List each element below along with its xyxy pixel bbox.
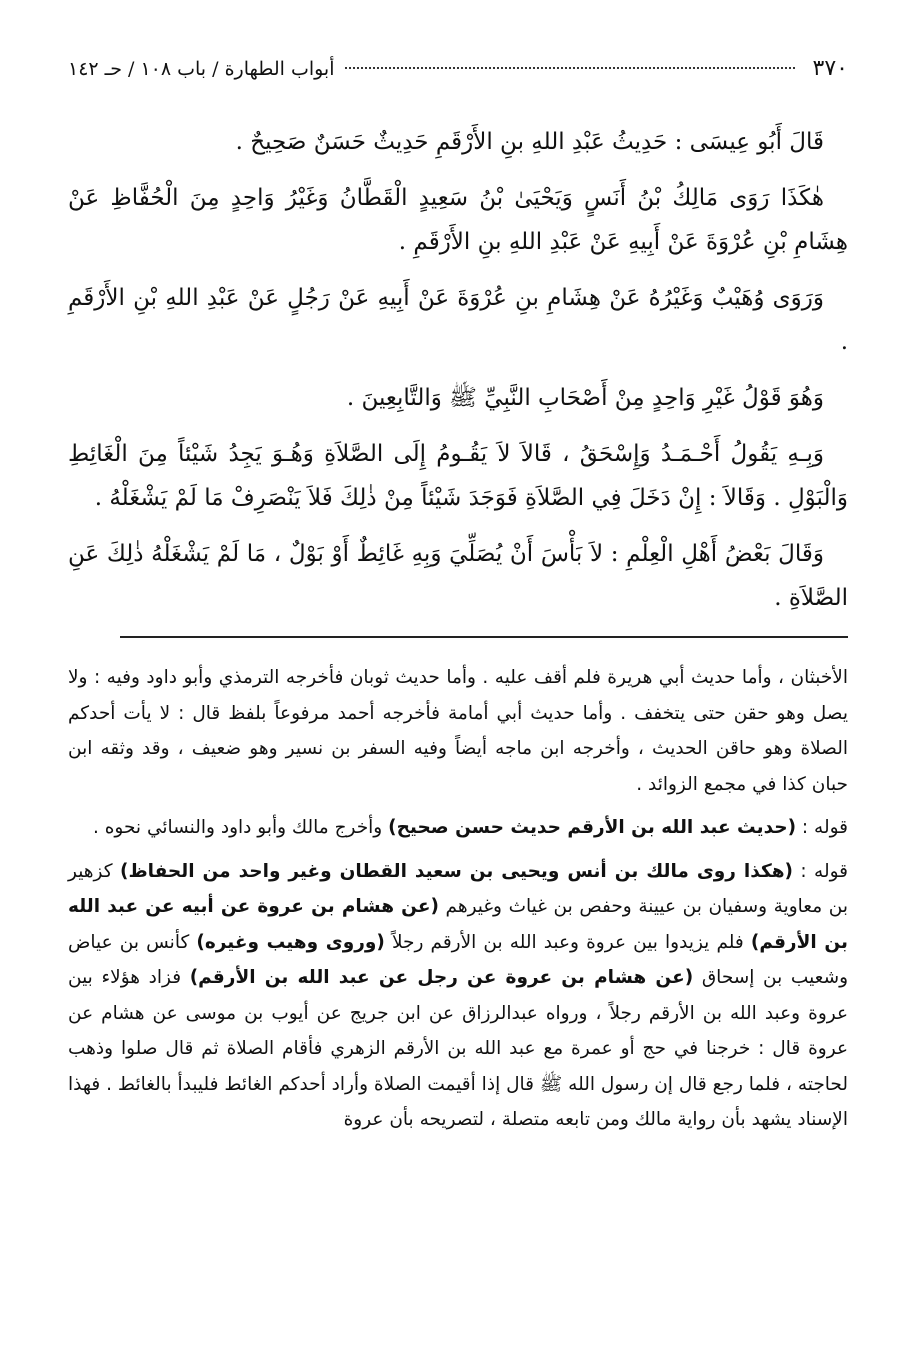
footnote-paragraph: [68, 854, 848, 1138]
footnote-text: وأخرج مالك وأبو داود والنسائي نحوه .: [92, 817, 389, 838]
header-dotted-leader: [345, 67, 795, 69]
footnote-text: كزهير بن معاوية وسفيان بن عيينة وحفص بن غياث وغيرهم: [68, 860, 848, 917]
footnote-lead: قوله :: [796, 817, 848, 838]
main-paragraph: وَرَوَى وُهَيْبٌ وَغَيْرُهُ عَنْ هِشَامِ بنِ عُرْوَةَ عَنْ أَبِيهِ عَنْ رَجُلٍ عَنْ عَبْدِ اللهِ بْنِ الأَرْقَمِ .: [68, 285, 848, 355]
main-paragraph: هٰكَذَا رَوَى مَالِكُ بْنُ أَنَسٍ وَيَحْيَىٰ بْنُ سَعِيدٍ الْقَطَّانُ وَغَيْرُ وَاحِدٍ مِنَ الْحُفَّاظِ عَنْ هِشَامِ بْنِ عُرْوَةَ عَنْ أَبِيهِ عَنْ عَبْدِ اللهِ بنِ الأَرْقَمِ .: [68, 185, 848, 255]
footnote-text: كأنس بن عياض وشعيب بن إسحاق: [68, 931, 849, 988]
main-paragraph: وَقَالَ بَعْضُ أَهْلِ الْعِلْمِ : لاَ بَأْسَ أَنْ يُصَلِّيَ وَبِهِ غَائِطٌ أَوْ بَوْلٌ ، مَا لَمْ يَشْغَلْهُ ذٰلِكَ عَنِ الصَّلاَةِ .: [68, 541, 848, 611]
main-paragraph: قَالَ أَبُو عِيسَى : حَدِيثُ عَبْدِ اللهِ بنِ الأَرْقَمِ حَدِيثٌ حَسَنٌ صَحِيحٌ .: [235, 129, 824, 155]
footnote-paragraph: الأخبثان ، وأما حديث أبي هريرة فلم أقف عليه . وأما حديث ثوبان فأخرجه الترمذي وأبو داود وفيه : ولا يصل وهو حقن حتى يتخفف . وأما حديث أبي أمامة فأخرجه أحمد مرفوعاً بلفظ قال : لا يأت أحدكم الصلاة وهو حاقن الحديث ، وأخرجه ابن ماجه أيضاً وفيه السفر بن نسير وهو ضعيف ، وقد وثقه ابن حبان كذا في مجمع الزوائد .: [68, 667, 848, 795]
main-paragraph: وَبِـهِ يَقُولُ أَحْـمَـدُ وَإِسْحَقُ ، قَالاَ لاَ يَقُـومُ إِلَى الصَّلاَةِ وَهُـوَ يَجِدُ شَيْئاً مِنَ الْغَائِطِ وَالْبَوْلِ . وَقَالاَ : إِنْ دَخَلَ فِي الصَّلاَةِ فَوَجَدَ شَيْئاً مِنْ ذٰلِكَ فَلاَ يَنْصَرِفْ مَا لَمْ يَشْغَلْهُ .: [68, 441, 848, 511]
footnote-text: فزاد هؤلاء بين عروة وعبد الله بن الأرقم رجلاً ، ورواه عبدالرزاق عن ابن جريج عن أيوب بن موسى عن هشام عن عروة قال : خرجنا في حج أو عمرة مع عبد الله بن الأرقم الزهري فأقام الصلاة ثم قال صلوا وذهب لحاجته ، فلما رجع قال إن رسول الله ﷺ قال إذا أقيمت الصلاة وأراد أحدكم الغائط فليبدأ بالغائط . فهذا الإسناد يشهد بأن رواية مالك ومن تابعه متصلة ، لتصريحه بأن عروة: [68, 967, 848, 1130]
footnote-quote: (حديث عبد الله بن الأرقم حديث حسن صحيح): [388, 817, 797, 838]
footnote-text: فلم يزيدوا بين عروة وعبد الله بن الأرقم رجلاً: [384, 931, 751, 953]
main-paragraph: وَهُوَ قَوْلُ غَيْرِ وَاحِدٍ مِنْ أَصْحَابِ النَّبِيِّ ﷺ وَالتَّابِعِينَ .: [346, 385, 824, 411]
footnote-quote: (وروى وهيب وغيره): [196, 931, 385, 953]
footnotes: [68, 660, 848, 1138]
book-page: [68, 56, 848, 1146]
footnote-quote: (عن هشام بن عروة عن أبيه عن عبد الله بن الأرقم): [68, 896, 848, 953]
footnote-lead: قوله :: [793, 860, 849, 882]
footnote-separator: [120, 636, 848, 638]
page-number: ٣٧٠: [812, 56, 848, 81]
main-text: [68, 120, 848, 620]
footnote-quote: (هكذا روى مالك بن أنس ويحيى بن سعيد القطان وغير واحد من الحفاظ): [119, 860, 793, 882]
page-header: [68, 56, 848, 90]
running-title: أبواب الطهارة / باب ١٠٨ / حـ ١٤٢: [68, 58, 335, 80]
footnote-quote: (عن هشام بن عروة عن رجل عن عبد الله بن الأرقم): [189, 967, 694, 988]
footnote-paragraph: [68, 810, 848, 846]
